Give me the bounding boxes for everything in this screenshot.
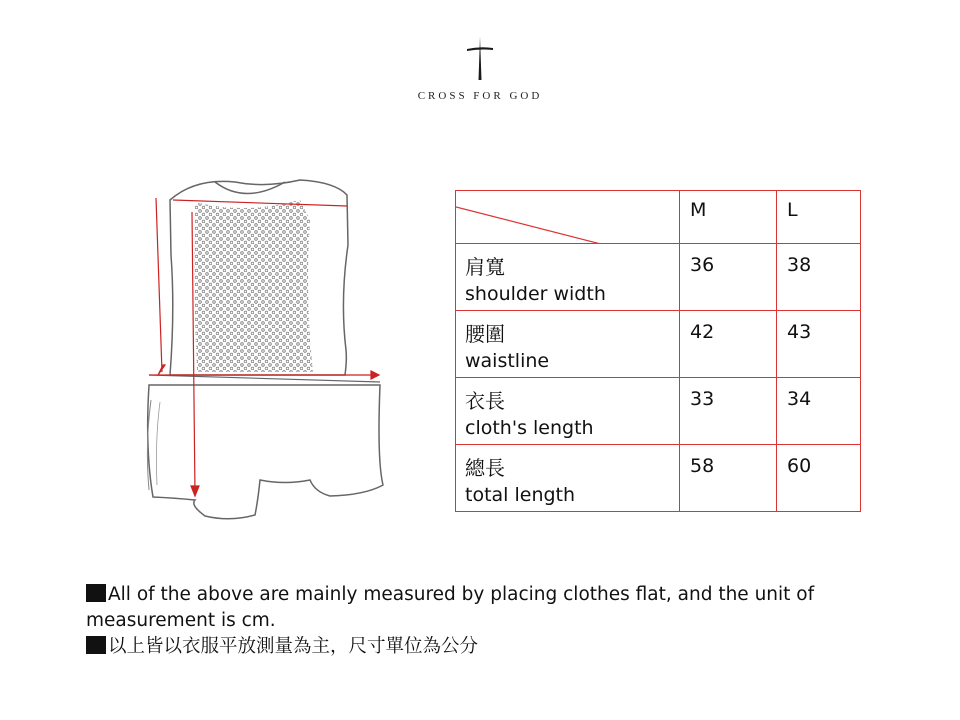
corner-cell bbox=[456, 191, 680, 244]
diagonal-line bbox=[456, 191, 679, 243]
column-header-l: L bbox=[777, 191, 861, 244]
row-label bbox=[456, 445, 680, 512]
note-en: All of the above are mainly measured by placing clothes flat, and the unit of measurement is cm. bbox=[86, 584, 815, 631]
row-label-zh: 總長 bbox=[465, 456, 505, 480]
table-row bbox=[456, 445, 861, 512]
table-header-row bbox=[456, 191, 861, 244]
row-label-zh: 衣長 bbox=[465, 389, 505, 413]
size-table bbox=[455, 190, 861, 512]
size-value: 38 bbox=[777, 244, 861, 311]
column-header-m: M bbox=[680, 191, 777, 244]
size-value: 58 bbox=[680, 445, 777, 512]
measurement-notes bbox=[86, 582, 886, 660]
note-zh: 以上皆以衣服平放測量為主，尺寸單位為公分 bbox=[108, 636, 479, 657]
size-value: 33 bbox=[680, 378, 777, 445]
row-label-en: cloth's length bbox=[465, 417, 594, 439]
row-label-zh: 肩寬 bbox=[465, 255, 505, 279]
brand-logo bbox=[380, 36, 580, 102]
note-zh-line bbox=[86, 634, 886, 660]
size-value: 34 bbox=[777, 378, 861, 445]
table-row bbox=[456, 244, 861, 311]
size-value: 43 bbox=[777, 311, 861, 378]
brand-name: CROSS FOR GOD bbox=[417, 90, 543, 102]
table-row bbox=[456, 378, 861, 445]
cross-icon bbox=[465, 36, 495, 82]
table-row bbox=[456, 311, 861, 378]
square-bullet-icon bbox=[86, 636, 106, 654]
square-bullet-icon bbox=[86, 584, 106, 602]
row-label bbox=[456, 378, 680, 445]
garment-sketch bbox=[135, 160, 395, 530]
row-label-en: total length bbox=[465, 484, 576, 506]
row-label bbox=[456, 311, 680, 378]
row-label-zh: 腰圍 bbox=[465, 322, 505, 346]
row-label bbox=[456, 244, 680, 311]
size-value: 60 bbox=[777, 445, 861, 512]
size-value: 36 bbox=[680, 244, 777, 311]
size-value: 42 bbox=[680, 311, 777, 378]
row-label-en: shoulder width bbox=[465, 283, 606, 305]
row-label-en: waistline bbox=[465, 350, 550, 372]
note-en-line bbox=[86, 582, 886, 634]
